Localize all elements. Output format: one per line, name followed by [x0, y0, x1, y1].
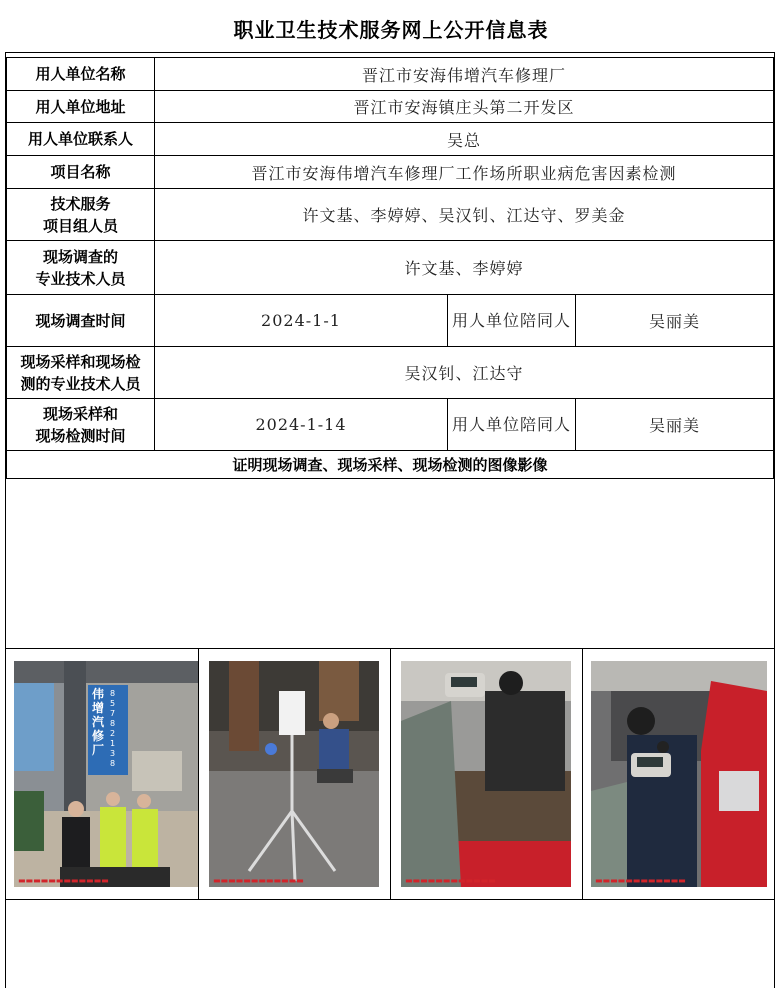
- row-employer-name: [6, 57, 774, 91]
- label-sampling-staff: [7, 347, 155, 398]
- photo-3-watermark: ▬▬▬▬▬▬▬▬▬▬▬▬: [405, 876, 496, 885]
- label-sampling-time-line1: 现场采样和: [42, 404, 118, 423]
- value-employer-contact: 吴总: [446, 130, 481, 150]
- page-title: 职业卫生技术服务网上公开信息表: [233, 18, 549, 42]
- label-survey-staff-line1: 现场调查的: [42, 247, 118, 266]
- label-team-members-line1: 技术服务: [50, 194, 111, 213]
- label-sampling-staff-line2: 测的专业技术人员: [20, 374, 141, 393]
- value-survey-time: 2024-1-1: [261, 311, 341, 330]
- row-survey-time: [6, 294, 774, 347]
- value-sampling-companion: 吴丽美: [575, 399, 773, 450]
- photo-1-watermark: ▬▬▬▬▬▬▬▬▬▬▬▬: [18, 876, 109, 885]
- photo-truck-measurement: [591, 661, 767, 887]
- label-survey-staff-line2: 专业技术人员: [35, 269, 126, 288]
- label-sampling-staff-line1: 现场采样和现场检: [20, 352, 141, 371]
- row-project-name: [6, 155, 774, 189]
- photo-4-watermark: ▬▬▬▬▬▬▬▬▬▬▬▬: [595, 876, 686, 885]
- photo-cell-3: [390, 649, 582, 899]
- value-employer-name: 晋江市安海伟增汽车修理厂: [361, 65, 566, 85]
- images-blank-area: [6, 478, 774, 648]
- label-survey-time: 现场调查时间: [7, 295, 155, 346]
- row-sampling-staff: [6, 346, 774, 399]
- label-employer-address: 用人单位地址: [7, 91, 155, 122]
- photo-cell-2: [198, 649, 390, 899]
- photo-row: [6, 648, 774, 900]
- row-survey-staff: [6, 240, 774, 295]
- label-sampling-time: [7, 399, 155, 450]
- photo-staff-at-entrance: [14, 661, 198, 887]
- photo-engine-measurement: [401, 661, 571, 887]
- photo-1-phone-text: 8578 2138: [110, 689, 116, 768]
- value-survey-companion: 吴丽美: [575, 295, 773, 346]
- photo-1-sign-text: 伟增汽修厂: [92, 687, 105, 757]
- value-team-members: 许文基、李婷婷、吴汉钊、江达守、罗美金: [302, 206, 626, 225]
- label-team-members-line2: 项目组人员: [42, 216, 118, 235]
- label-employer-name: 用人单位名称: [7, 58, 155, 90]
- row-employer-address: [6, 90, 774, 123]
- row-team-members: [6, 188, 774, 241]
- photo-cell-4: [582, 649, 774, 899]
- photo-2-watermark: ▬▬▬▬▬▬▬▬▬▬▬▬: [213, 876, 304, 885]
- label-project-name: 项目名称: [7, 156, 155, 188]
- value-project-name: 晋江市安海伟增汽车修理厂工作场所职业病危害因素检测: [251, 163, 677, 183]
- label-survey-staff: [7, 241, 155, 294]
- photo-cell-1: [6, 649, 198, 899]
- label-sampling-companion: 用人单位陪同人: [447, 399, 575, 450]
- value-sampling-staff: 吴汉钊、江达守: [404, 364, 524, 383]
- value-sampling-time: 2024-1-14: [255, 415, 347, 434]
- row-sampling-time: [6, 398, 774, 451]
- row-employer-contact: [6, 122, 774, 156]
- value-survey-staff: 许文基、李婷婷: [404, 259, 524, 278]
- label-survey-companion: 用人单位陪同人: [447, 295, 575, 346]
- label-sampling-time-line2: 现场检测时间: [35, 426, 126, 445]
- label-team-members: [7, 189, 155, 240]
- value-employer-address: 晋江市安海镇庄头第二开发区: [353, 98, 575, 117]
- label-employer-contact: 用人单位联系人: [7, 123, 155, 155]
- row-images-header: [6, 450, 774, 479]
- images-header: 证明现场调查、现场采样、现场检测的图像影像: [232, 456, 548, 474]
- photo-sampling-tripod: [209, 661, 379, 887]
